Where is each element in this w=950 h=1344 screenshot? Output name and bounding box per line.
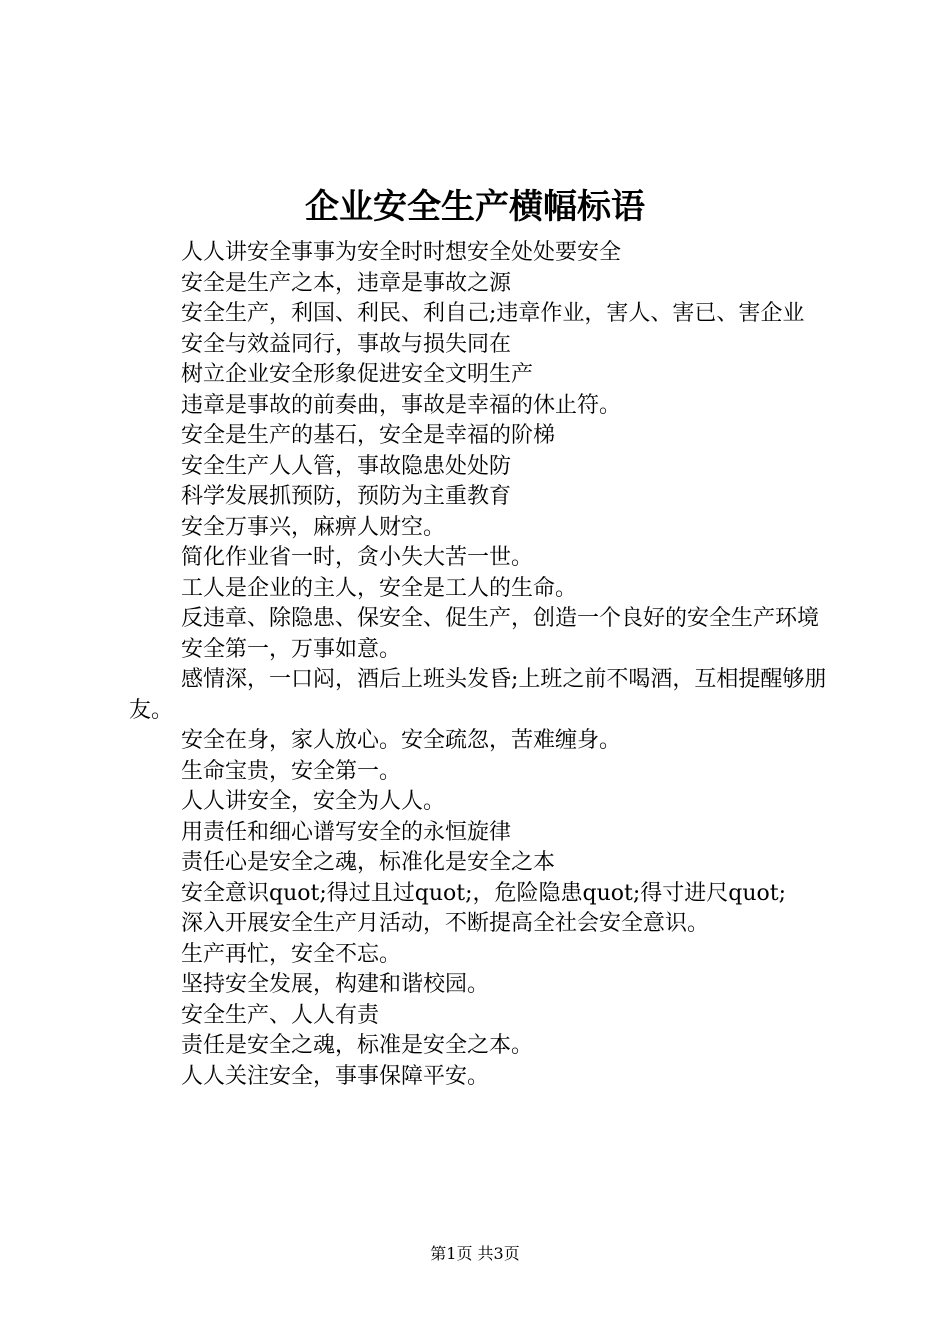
paragraph: 安全万事兴，麻痹人财空。 xyxy=(181,514,446,540)
document-body xyxy=(129,238,833,1092)
paragraph: 人人讲安全，安全为人人。 xyxy=(181,789,446,814)
paragraph: 安全意识quot;得过且过quot;，危险隐患quot;得寸进尺quot; xyxy=(181,880,787,906)
paragraph: 安全是生产的基石，安全是幸福的阶梯 xyxy=(181,423,556,448)
paragraph: 深入开展安全生产月活动，不断提高全社会安全意识。 xyxy=(181,911,710,936)
paragraph: 违章是事故的前奏曲，事故是幸福的休止符。 xyxy=(181,392,622,418)
paragraph: 简化作业省一时，贪小失大苦一世。 xyxy=(181,545,534,570)
paragraph: 生产再忙，安全不忘。 xyxy=(181,941,402,967)
page-footer: 第1页 共3页 xyxy=(430,1244,520,1263)
paragraph: 科学发展抓预防，预防为主重教育 xyxy=(181,484,512,509)
paragraph: 安全与效益同行，事故与损失同在 xyxy=(181,331,512,357)
paragraph: 生命宝贵，安全第一。 xyxy=(181,758,402,784)
paragraph: 安全是生产之本，违章是事故之源 xyxy=(181,270,512,296)
paragraph: 用责任和细心谱写安全的永恒旋律 xyxy=(181,819,512,845)
paragraph: 安全第一，万事如意。 xyxy=(181,636,402,662)
page-title: 企业安全生产横幅标语 xyxy=(305,187,645,227)
paragraph: 安全生产，利国、利民、利自己;违章作业，害人、害已、害企业 xyxy=(181,301,805,326)
paragraph: 安全在身，家人放心。安全疏忽，苦难缠身。 xyxy=(181,728,622,753)
paragraph: 安全生产人人管，事故隐患处处防 xyxy=(181,453,512,479)
paragraph: 感情深，一口闷，酒后上班头发昏;上班之前不喝酒，互相提醒够朋友。 xyxy=(129,667,827,723)
paragraph: 反违章、除隐患、保安全、促生产，创造一个良好的安全生产环境 xyxy=(181,606,820,631)
paragraph: 责任是安全之魂，标准是安全之本。 xyxy=(181,1033,534,1058)
paragraph: 人人关注安全，事事保障平安。 xyxy=(181,1063,490,1089)
paragraph: 树立企业安全形象促进安全文明生产 xyxy=(181,362,534,387)
paragraph: 人人讲安全事事为安全时时想安全处处要安全 xyxy=(181,240,622,265)
paragraph: 坚持安全发展，构建和谐校园。 xyxy=(181,972,490,997)
paragraph: 工人是企业的主人，安全是工人的生命。 xyxy=(181,575,578,601)
paragraph: 安全生产、人人有责 xyxy=(181,1002,380,1028)
paragraph: 责任心是安全之魂，标准化是安全之本 xyxy=(181,850,556,875)
